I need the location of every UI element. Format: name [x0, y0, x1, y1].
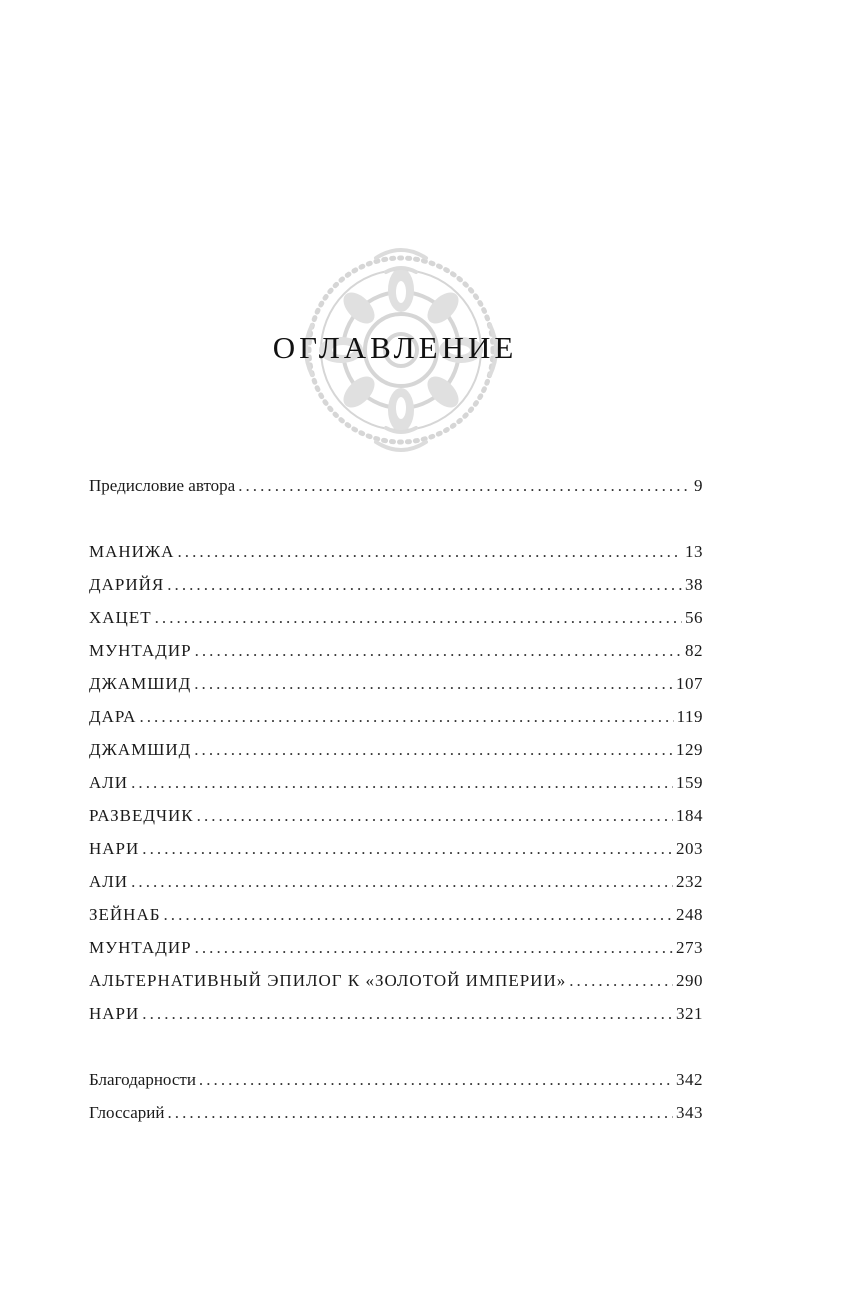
toc-entry[interactable] [89, 601, 703, 634]
toc-entry-label: ДЖАМШИД [89, 740, 192, 759]
toc-entry-page: 13 [685, 542, 703, 561]
toc-entry-page: 232 [676, 872, 703, 891]
toc-leader-dots [131, 865, 673, 898]
toc-entry-page: 9 [694, 476, 703, 495]
toc-entry-page: 107 [676, 674, 703, 693]
toc-leader-dots [155, 601, 682, 634]
toc-entry-page: 119 [676, 707, 703, 726]
toc-entry-label: ДАРА [89, 707, 137, 726]
toc-entry-page: 248 [676, 905, 703, 924]
toc-leader-dots [194, 733, 673, 766]
toc-entry-label: МУНТАДИР [89, 938, 192, 957]
toc-entry-label: ДАРИЙЯ [89, 575, 165, 594]
toc-entry[interactable] [89, 1096, 703, 1129]
toc-leader-dots [197, 799, 673, 832]
toc-entry-label: Предисловие автора [89, 476, 236, 495]
toc-entry[interactable] [89, 799, 703, 832]
toc-entry-label: АЛИ [89, 872, 129, 891]
toc-entry-label: Благодарности [89, 1070, 196, 1089]
toc-entry[interactable] [89, 535, 703, 568]
toc-entry-page: 82 [685, 641, 703, 660]
toc-leader-dots [195, 634, 682, 667]
toc-leader-dots [238, 469, 691, 502]
toc-leader-dots [131, 766, 673, 799]
toc-leader-dots [199, 1063, 673, 1096]
toc-entry-page: 129 [676, 740, 703, 759]
toc-entry[interactable] [89, 733, 703, 766]
toc-leader-dots [167, 568, 682, 601]
toc-entry-page: 343 [676, 1103, 703, 1122]
toc-entry-label: НАРИ [89, 839, 140, 858]
table-of-contents [89, 469, 703, 1129]
toc-entry[interactable] [89, 634, 703, 667]
toc-entry-page: 321 [676, 1004, 703, 1023]
toc-leader-dots [164, 898, 674, 931]
toc-leader-dots [168, 1096, 674, 1129]
toc-leader-dots [195, 931, 673, 964]
toc-front-matter [89, 469, 703, 502]
toc-entry[interactable] [89, 997, 703, 1030]
toc-entry[interactable] [89, 931, 703, 964]
toc-leader-dots [142, 832, 673, 865]
toc-entry-label: ДЖАМШИД [89, 674, 192, 693]
toc-entry-page: 159 [676, 773, 703, 792]
toc-entry[interactable] [89, 469, 703, 502]
toc-entry-page: 203 [676, 839, 703, 858]
page-title: ОГЛАВЛЕНИЕ [272, 330, 518, 365]
toc-entry-page: 342 [676, 1070, 703, 1089]
toc-entry-page: 290 [676, 971, 703, 990]
toc-entry[interactable] [89, 1063, 703, 1096]
toc-entry-label: МУНТАДИР [89, 641, 192, 660]
toc-chapters [89, 535, 703, 1030]
toc-leader-dots [177, 535, 682, 568]
toc-entry-label: РАЗВЕДЧИК [89, 806, 194, 825]
toc-entry-page: 184 [676, 806, 703, 825]
toc-entry[interactable] [89, 832, 703, 865]
toc-leader-dots [194, 667, 673, 700]
toc-entry-page: 56 [685, 608, 703, 627]
toc-entry-label: АЛЬТЕРНАТИВНЫЙ ЭПИЛОГ К «ЗОЛОТОЙ ИМПЕРИИ» [89, 971, 567, 990]
toc-entry[interactable] [89, 700, 703, 733]
toc-entry-label: ХАЦЕТ [89, 608, 152, 627]
toc-entry[interactable] [89, 667, 703, 700]
toc-entry-label: МАНИЖА [89, 542, 175, 561]
toc-entry-page: 273 [676, 938, 703, 957]
toc-entry[interactable] [89, 964, 703, 997]
toc-entry-label: ЗЕЙНАБ [89, 905, 161, 924]
toc-leader-dots [569, 964, 673, 997]
toc-entry[interactable] [89, 568, 703, 601]
toc-leader-dots [142, 997, 673, 1030]
toc-back-matter [89, 1063, 703, 1129]
toc-entry[interactable] [89, 865, 703, 898]
toc-entry-label: АЛИ [89, 773, 129, 792]
toc-entry-label: Глоссарий [89, 1103, 165, 1122]
toc-entry-page: 38 [685, 575, 703, 594]
toc-entry-label: НАРИ [89, 1004, 140, 1023]
toc-leader-dots [139, 700, 673, 733]
toc-entry[interactable] [89, 898, 703, 931]
toc-entry[interactable] [89, 766, 703, 799]
